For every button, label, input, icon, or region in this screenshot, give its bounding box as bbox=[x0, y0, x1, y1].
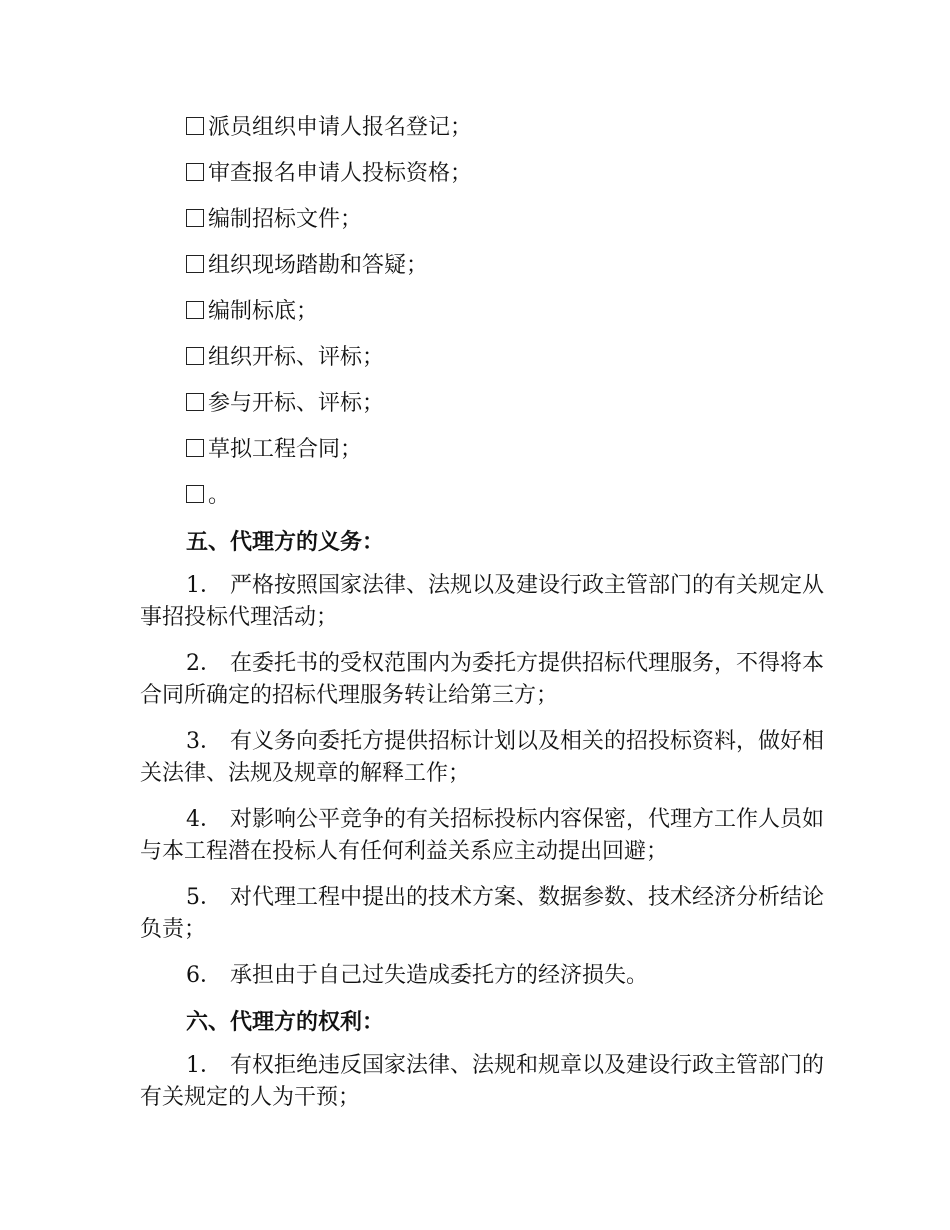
checklist-item-text: 编制招标文件； bbox=[208, 207, 363, 232]
item-number: 4． bbox=[186, 807, 222, 832]
obligation-paragraph bbox=[140, 648, 840, 712]
item-number: 6． bbox=[186, 963, 222, 988]
item-number: 1． bbox=[186, 573, 222, 598]
item-text: 对代理工程中提出的技术方案、数据参数、技术经济分析结论负责； bbox=[140, 885, 825, 942]
rights-paragraph bbox=[140, 1050, 840, 1114]
checklist-item bbox=[140, 112, 840, 144]
checklist-item bbox=[140, 434, 840, 466]
checklist-item-text: 草拟工程合同； bbox=[208, 437, 363, 462]
section-heading-rights: 六、代理方的权利： bbox=[186, 1009, 385, 1035]
checklist-item-text: 派员组织申请人报名登记； bbox=[208, 115, 473, 140]
checkbox-icon[interactable] bbox=[186, 301, 204, 319]
checkbox-icon[interactable] bbox=[186, 485, 204, 503]
checkbox-icon[interactable] bbox=[186, 393, 204, 411]
obligation-paragraph bbox=[140, 726, 840, 790]
checklist-item bbox=[140, 342, 840, 374]
checkbox-icon[interactable] bbox=[186, 255, 204, 273]
item-number: 2． bbox=[186, 651, 222, 676]
checklist-item bbox=[140, 388, 840, 420]
checklist-item bbox=[140, 250, 840, 282]
obligation-paragraph bbox=[140, 882, 840, 946]
item-text: 在委托书的受权范围内为委托方提供招标代理服务，不得将本合同所确定的招标代理服务转让给第三方； bbox=[140, 651, 825, 708]
obligation-paragraph bbox=[140, 960, 840, 992]
item-text: 有义务向委托方提供招标计划以及相关的招投标资料，做好相关法律、法规及规章的解释工作； bbox=[140, 729, 825, 786]
checklist-item-text: 审查报名申请人投标资格； bbox=[208, 161, 473, 186]
item-text: 承担由于自己过失造成委托方的经济损失。 bbox=[230, 963, 649, 988]
checkbox-icon[interactable] bbox=[186, 209, 204, 227]
document-body bbox=[140, 112, 840, 1128]
item-text: 严格按照国家法律、法规以及建设行政主管部门的有关规定从事招投标代理活动； bbox=[140, 573, 825, 630]
checklist-item bbox=[140, 158, 840, 190]
checklist-item-text: 编制标底； bbox=[208, 299, 319, 324]
item-text: 有权拒绝违反国家法律、法规和规章以及建设行政主管部门的有关规定的人为干预； bbox=[140, 1053, 825, 1110]
checkbox-icon[interactable] bbox=[186, 347, 204, 365]
checklist-item-text: 参与开标、评标； bbox=[208, 391, 385, 416]
checkbox-icon[interactable] bbox=[186, 439, 204, 457]
obligation-paragraph bbox=[140, 570, 840, 634]
checklist-item-text: 组织开标、评标； bbox=[208, 345, 385, 370]
section-heading-obligations: 五、代理方的义务： bbox=[186, 529, 385, 555]
item-number: 1． bbox=[186, 1053, 222, 1078]
checklist-item-text: 组织现场踏勘和答疑； bbox=[208, 253, 429, 278]
checklist-item bbox=[140, 204, 840, 236]
item-number: 5． bbox=[186, 885, 222, 910]
item-number: 3． bbox=[186, 729, 222, 754]
checklist-item bbox=[140, 296, 840, 328]
obligation-paragraph bbox=[140, 804, 840, 868]
checklist-item bbox=[140, 480, 840, 512]
checklist-item-text: 。 bbox=[208, 483, 231, 508]
item-text: 对影响公平竞争的有关招标投标内容保密，代理方工作人员如与本工程潜在投标人有任何利益关系应主动提出回避； bbox=[140, 807, 825, 864]
checkbox-icon[interactable] bbox=[186, 117, 204, 135]
checkbox-icon[interactable] bbox=[186, 163, 204, 181]
